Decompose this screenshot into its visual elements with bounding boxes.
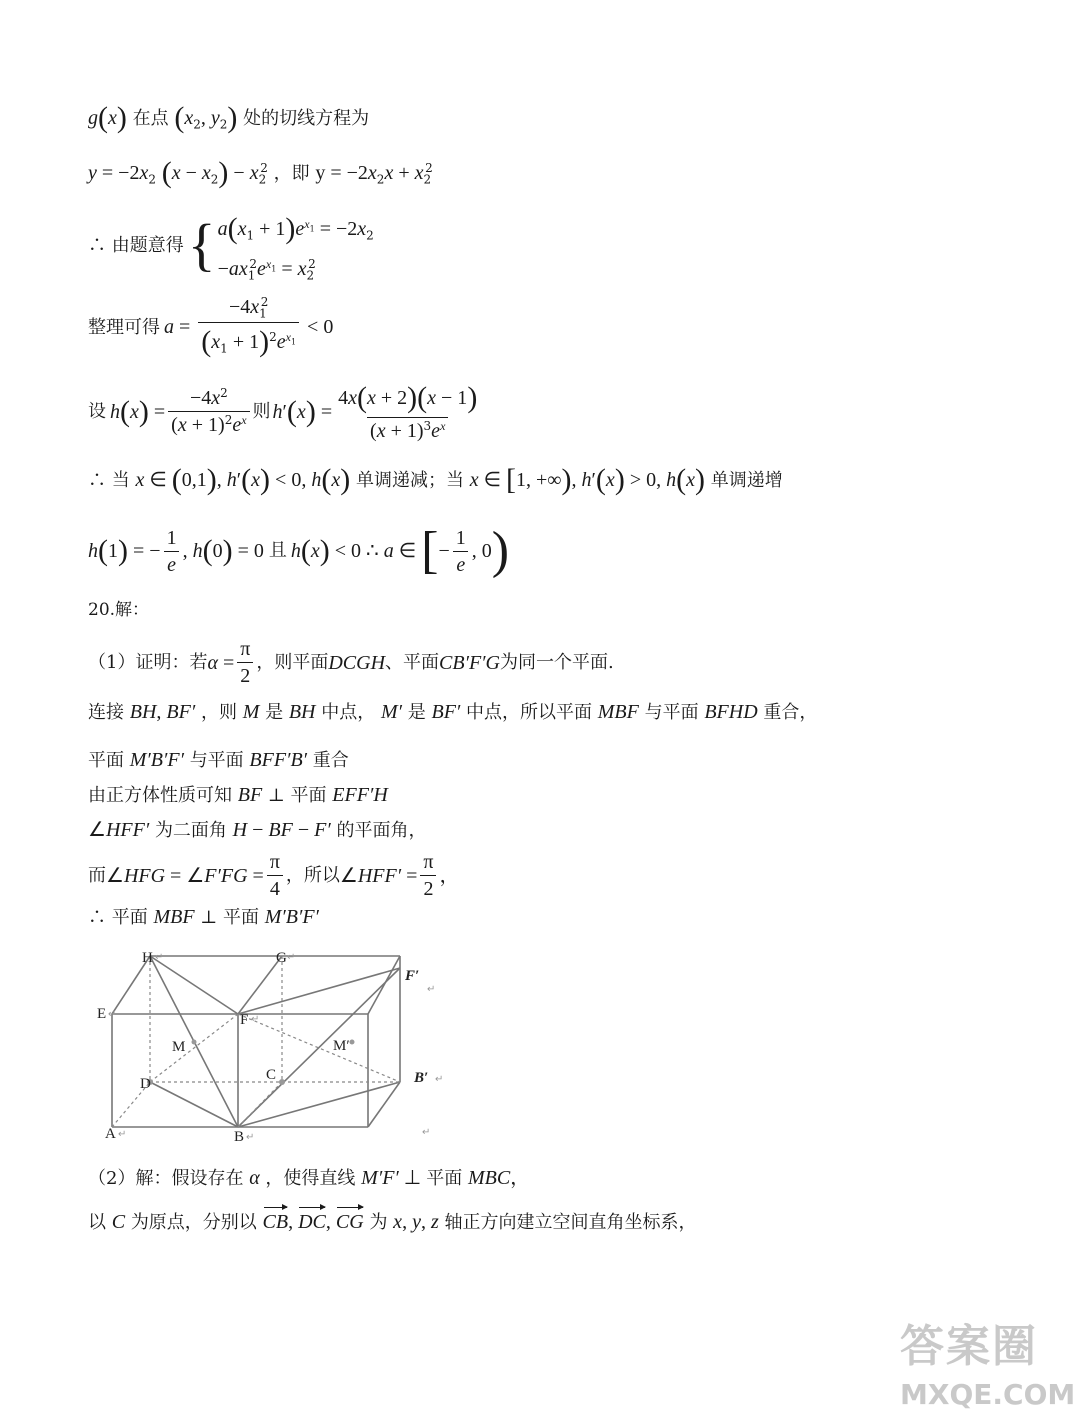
edge-DB xyxy=(150,1082,238,1127)
svg-text:↵: ↵ xyxy=(251,1014,260,1025)
label-A: A xyxy=(105,1126,116,1142)
cube-figure xyxy=(90,940,470,1150)
edge-BB-prime xyxy=(238,1082,400,1127)
line-coordinate-system: 以 C 为原点，分别以 CB, DC, CG 为 x, y, z 轴正方向建立空间直角坐标系， xyxy=(88,1211,697,1233)
svg-text:↵: ↵ xyxy=(435,1074,444,1085)
label-G: G xyxy=(276,950,287,966)
line-tangent-g: g(x) 在点 ($x_2$, $y_2$) 处的切线方程为 xyxy=(88,101,370,134)
label-F: F xyxy=(240,1012,249,1028)
line-conclusion-a: h ( 1 ) = − $\frac{1}{e}$ , h ( 0 ) = 0 且 h ( x ) < 0 ∴ a ∈ [ − $\frac{1}{e}$ , 0 ) xyxy=(88,522,510,579)
dashed-edges xyxy=(112,956,400,1127)
label-M-prime: M′ xyxy=(333,1038,350,1054)
svg-text:↵: ↵ xyxy=(287,952,296,963)
return-marks xyxy=(108,952,443,1143)
line-define-h: 设 h ( x ) = $\frac{-4x^2}{(x + 1)^2e^x}$ 则 h ′ ( x ) = $\frac{4x(x + 2)(x - 1)}{(x + 1)^3e^x}$ xyxy=(88,381,478,442)
point-M xyxy=(192,1040,197,1045)
svg-text:↵: ↵ xyxy=(246,1132,255,1143)
label-C: C xyxy=(266,1067,277,1083)
q20-heading: 20.解： xyxy=(88,600,150,620)
label-D: D xyxy=(140,1076,151,1092)
part1-statement: （1）证明：若 α = $\frac{\pi}{2}$ ，则平面 DCGH 、平面 CB′F′G 为同一个平面. xyxy=(88,638,614,687)
line-tangent-eq: $y = -2x_2$ $(x - x_2) - x_2^2$ ，即 $y = -2x_2x + x_2^2$ xyxy=(88,156,433,189)
line-connect: 连接 BH, BF′ ，则 M 是 BH 中点， M′ 是 BF′ 中点，所以平面 MBF 与平面 BFHD 重合， xyxy=(88,701,818,723)
point-M-prime xyxy=(350,1040,355,1045)
line-angle-values: 而 ∠ HFG = ∠ F′FG = $\frac{\pi}{4}$ ，所以 ∠ HFF′ = $\frac{\pi}{2}$ ， xyxy=(88,851,460,900)
line-dihedral: ∠HFF′ 为二面角 H − BF − F′ 的平面角， xyxy=(88,819,427,841)
label-F-prime: F′ xyxy=(405,968,420,984)
watermark-logo: 答案圈 MXQE.COM xyxy=(900,1321,1076,1411)
solid-edges xyxy=(112,956,400,1127)
line-system: ∴ 由题意得 { $a(x_1 + 1)e^{x_1} = -2x_2$ $-ax_1^2e^{x_1} = x_2^2$ xyxy=(88,212,374,283)
edge-BF-prime xyxy=(238,968,400,1127)
line-conclusion-perp: ∴ 平面 MBF ⊥ 平面 M′B′F′ xyxy=(88,906,319,928)
label-B-prime: B′ xyxy=(414,1070,429,1086)
label-B: B xyxy=(234,1129,245,1145)
point-C xyxy=(279,1079,285,1085)
label-H: H xyxy=(142,950,153,966)
svg-text:↵: ↵ xyxy=(108,1009,117,1020)
svg-text:↵: ↵ xyxy=(118,1129,127,1140)
vertex-labels xyxy=(97,950,431,1145)
label-E: E xyxy=(97,1006,107,1022)
line-monotonic: ∴ 当 x ∈ (0,1), h′(x) < 0, h(x) 单调递减；当 x ∈ [1, +∞), h′(x) > 0, h(x) 单调递增 xyxy=(88,463,783,496)
edge-FD xyxy=(150,1014,238,1082)
svg-text:↵: ↵ xyxy=(427,984,436,995)
svg-text:↵: ↵ xyxy=(155,952,164,963)
line-cube-property: 由正方体性质可知 BF ⊥ 平面 EFF′H xyxy=(88,784,388,806)
edge-F-prime-front xyxy=(368,956,400,1014)
edge-HF xyxy=(150,956,238,1014)
line-plane-coincide: 平面 M′B′F′ 与平面 BFF′B′ 重合 xyxy=(88,749,349,771)
label-M: M xyxy=(172,1039,186,1055)
part2-statement: （2）解：假设存在 α ，使得直线 M′F′ ⊥ 平面 MBC， xyxy=(88,1167,531,1189)
line-simplify: 整理可得 a = $\frac{-4x_1^2}{(x_1 + 1)^2e^{x_1}}$ < 0 xyxy=(88,295,334,358)
svg-text:↵: ↵ xyxy=(422,1127,431,1138)
